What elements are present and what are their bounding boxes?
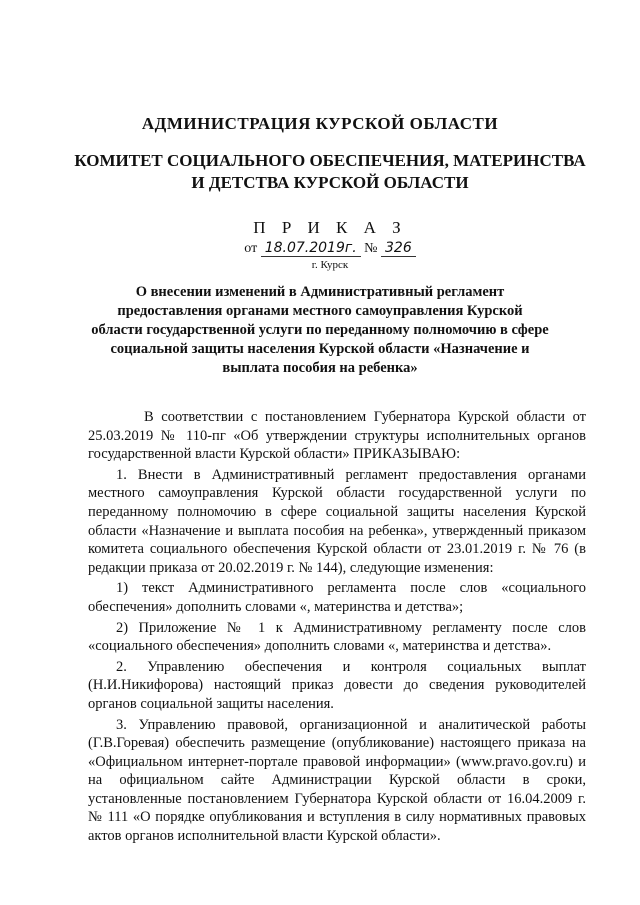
order-number-prefix: №: [364, 241, 378, 256]
preamble-paragraph: В соответствии с постановлением Губернатора Курской области от 25.03.2019 № 110-пг «Об утверждении структуры исполнительных органов государственной власти Курской области» ПРИКАЗЫВАЮ:: [88, 409, 586, 463]
item-2-paragraph: 2. Управлению обеспечения и контроля социальных выплат (Н.И.Никифорова) настоящий приказ довести до сведения руководителей органов социальной защиты населения.: [88, 658, 586, 712]
order-city: г. Курск: [311, 259, 349, 271]
item-1-paragraph: 1. Внести в Административный регламент предоставления органами местного самоуправления Курской области государственной услуги по переданному полномочию в сфере социальной защиты населения Курской области «Назначение и выплата пособия на ребенка», утвержденный приказом комитета социального обеспечения Курской области от 23.01.2019 г. № 76 (в редакции приказа от 20.02.2019 г. № 144), следующие изменения:: [88, 466, 586, 576]
item-1-2-paragraph: 2) Приложение № 1 к Административному регламенту после слов «социального обеспечения» дополнить словами «, материнства и детства».: [88, 619, 586, 655]
order-date-number: [240, 240, 420, 257]
order-body: [88, 408, 586, 848]
order-date-prefix: от: [244, 241, 258, 256]
order-subject: О внесении изменений в Административный регламент предоставления органами местного самоуправления Курской области государственной услуги по переданному полномочию в сфере социальной защиты населения Курской области «Назначение и выплата пособия на ребенка»: [91, 284, 549, 376]
order-header: [240, 218, 420, 271]
committee-title-line-2: И ДЕТСТВА КУРСКОЙ ОБЛАСТИ: [191, 173, 469, 192]
committee-title-line-1: КОМИТЕТ СОЦИАЛЬНОГО ОБЕСПЕЧЕНИЯ, МАТЕРИНСТВА: [74, 151, 586, 170]
organization-title: АДМИНИСТРАЦИЯ КУРСКОЙ ОБЛАСТИ: [141, 114, 499, 133]
item-1-1-paragraph: 1) текст Административного регламента после слов «социального обеспечения» дополнить словами «, материнства и детства»;: [88, 580, 586, 615]
order-date: 18.07.2019г.: [261, 240, 361, 257]
order-number: 326: [381, 240, 416, 257]
item-3-paragraph: 3. Управлению правовой, организационной и аналитической работы (Г.В.Горевая) обеспечить размещение (опубликование) настоящего приказа на «Официальном интернет-портале правовой информации» (www.pravo.gov.ru) и на официальном сайте Администрации Курской области в сроки, установленные постановлением Губернатора Курской области от 16.04.2009 г. № 111 «О порядке опубликования и вступления в силу нормативных правовых актов органов исполнительной власти Курской области».: [88, 716, 586, 845]
committee-title: [70, 150, 590, 194]
order-title: П Р И К А З: [253, 218, 407, 237]
